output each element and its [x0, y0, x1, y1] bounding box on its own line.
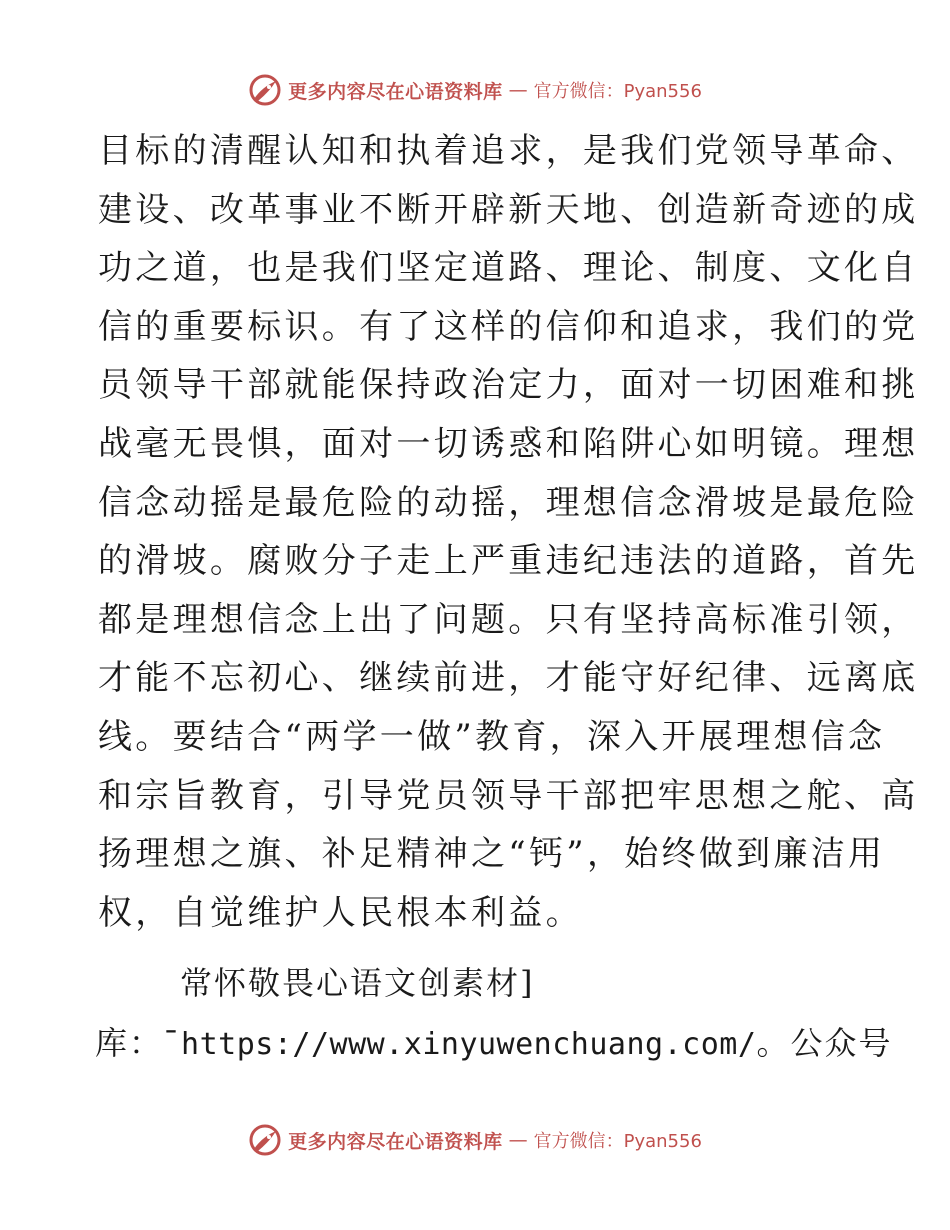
signature-line-1: 常怀敬畏心语文创素材]	[180, 964, 535, 1002]
banner-separator: —	[508, 79, 528, 101]
paragraph-line: 线。要结合“两学一做”教育，深入开展理想信念	[98, 716, 886, 757]
banner-separator: —	[508, 1129, 528, 1151]
body-paragraph	[98, 122, 919, 942]
header-banner	[0, 70, 950, 110]
banner-wechat: 官方微信：Pyan556	[533, 81, 702, 102]
pen-nib-logo-icon	[248, 1123, 282, 1157]
banner-title: 更多内容尽在心语资料库	[288, 1130, 503, 1153]
signature-url-link[interactable]: https://www.xinyuwenchuang.com/	[181, 1027, 757, 1062]
paragraph-line: 建设、改革事业不断开辟新天地、创造新奇迹的成	[98, 189, 919, 230]
paragraph-line: 信的重要标识。有了这样的信仰和追求，我们的党	[98, 306, 919, 347]
paragraph-line: 信念动摇是最危险的动摇，理想信念滑坡是最危险	[98, 482, 919, 523]
paragraph-line: 都是理想信念上出了问题。只有坚持高标准引领，	[98, 599, 919, 640]
paragraph-line: 员领导干部就能保持政治定力，面对一切困难和挑	[98, 365, 919, 406]
signature-line-2	[95, 1018, 892, 1064]
paragraph-line: 战毫无畏惧，面对一切诱惑和陷阱心如明镜。理想	[98, 423, 919, 464]
paragraph-line: 扬理想之旗、补足精神之“钙”，始终做到廉洁用	[98, 834, 886, 875]
pen-nib-logo-icon	[248, 73, 282, 107]
paragraph-line: 的滑坡。腐败分子走上严重违纪违法的道路，首先	[98, 541, 919, 582]
paragraph-line: 功之道，也是我们坚定道路、理论、制度、文化自	[98, 248, 919, 289]
banner-wechat: 官方微信：Pyan556	[533, 1131, 702, 1152]
paragraph-line: 和宗旨教育，引导党员领导干部把牢思想之舵、高	[98, 775, 919, 816]
paragraph-line: 才能不忘初心、继续前进，才能守好纪律、远离底	[98, 658, 919, 699]
signature-prefix: 库：¯	[95, 1024, 182, 1062]
banner-title: 更多内容尽在心语资料库	[288, 80, 503, 103]
paragraph-line: 权，自觉维护人民根本利益。	[98, 892, 583, 933]
signature-suffix: 。公众号	[756, 1024, 893, 1062]
footer-banner	[0, 1120, 950, 1160]
paragraph-line: 目标的清醒认知和执着追求，是我们党领导革命、	[98, 131, 919, 171]
